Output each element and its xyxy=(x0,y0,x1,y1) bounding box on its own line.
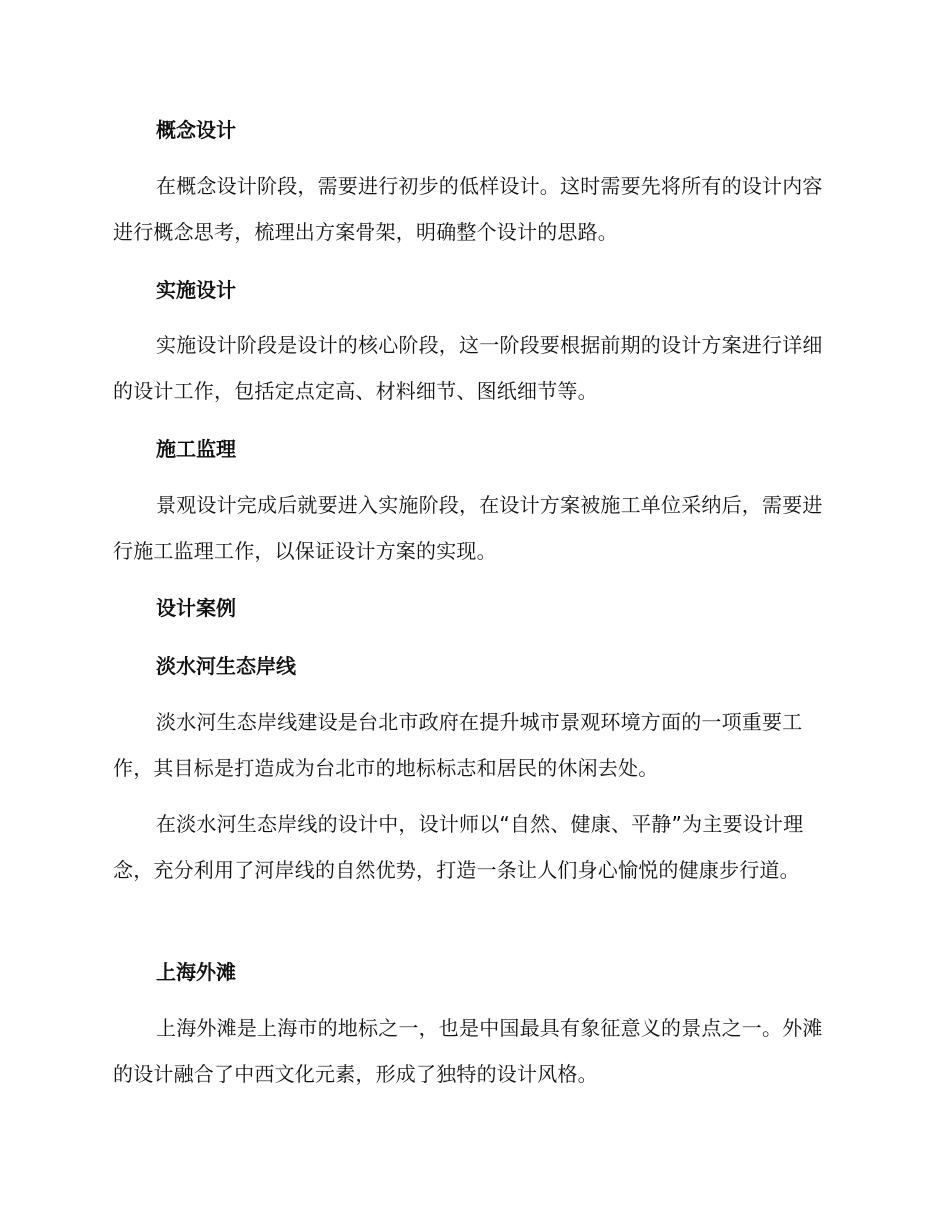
paragraph-concept-design: 在概念设计阶段，需要进行初步的低样设计。这时需要先将所有的设计内容进行概念思考，梳理出方案骨架，明确整个设计的思路。 xyxy=(113,174,823,244)
section-heading-design-cases: 设计案例 xyxy=(156,596,236,620)
section-heading-the-bund: 上海外滩 xyxy=(156,960,236,984)
paragraph-implementation-design: 实施设计阶段是设计的核心阶段，这一阶段要根据前期的设计方案进行详细的设计工作，包括定点定高、材料细节、图纸细节等。 xyxy=(113,333,823,403)
section-heading-construction-supervision: 施工监理 xyxy=(156,437,236,461)
paragraph-tamsui-river-1: 淡水河生态岸线建设是台北市政府在提升城市景观环境方面的一项重要工作，其目标是打造成为台北市的地标标志和居民的休闲去处。 xyxy=(113,710,803,780)
paragraph-the-bund: 上海外滩是上海市的地标之一，也是中国最具有象征意义的景点之一。外滩的设计融合了中西文化元素，形成了独特的设计风格。 xyxy=(113,1016,823,1086)
paragraph-construction-supervision: 景观设计完成后就要进入实施阶段，在设计方案被施工单位采纳后，需要进行施工监理工作，以保证设计方案的实现。 xyxy=(113,493,823,563)
paragraph-tamsui-river-2: 在淡水河生态岸线的设计中，设计师以“自然、健康、平静”为主要设计理念，充分利用了河岸线的自然优势，打造一条让人们身心愉悦的健康步行道。 xyxy=(113,812,804,882)
section-heading-tamsui-river: 淡水河生态岸线 xyxy=(156,654,296,678)
section-heading-implementation-design: 实施设计 xyxy=(156,278,236,302)
section-heading-concept-design: 概念设计 xyxy=(156,118,236,142)
